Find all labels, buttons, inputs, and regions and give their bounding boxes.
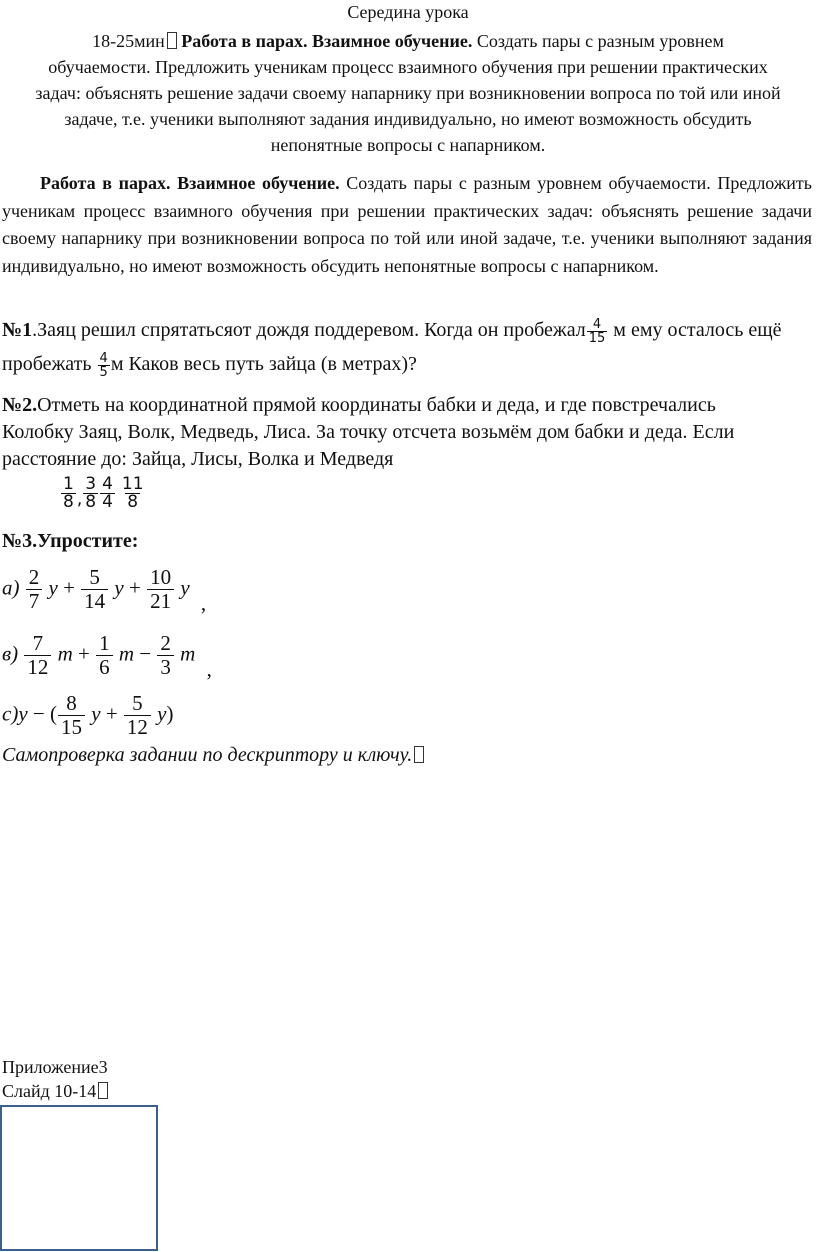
variable: m xyxy=(118,641,135,666)
fraction-numerator: 11 xyxy=(121,474,144,494)
fraction xyxy=(98,352,110,379)
separator: , xyxy=(206,657,212,682)
fraction-numerator: 1 xyxy=(63,474,74,494)
fraction xyxy=(24,632,51,679)
variable: m xyxy=(57,641,73,666)
variable: y xyxy=(48,575,58,600)
variable: y xyxy=(157,701,167,726)
header-line-3: задач: объяснять решение задачи своему напарнику при возникновении вопроса по той или иной xyxy=(35,83,781,103)
appendix-block xyxy=(2,1055,108,1103)
item-label: с) xyxy=(2,701,19,726)
self-check-text: Самопроверка задании по дескриптору и ключу. xyxy=(2,744,413,766)
fraction-numerator: 2 xyxy=(160,631,171,655)
fraction-denominator: 15 xyxy=(588,330,606,346)
header-line-5: непонятные вопросы с напарником. xyxy=(270,135,546,155)
distance-fractions xyxy=(60,476,147,511)
task-1-number: №1 xyxy=(2,319,33,341)
task-2-text: Отметь на координатной прямой координаты бабки и деда, и где повстречались xyxy=(37,394,716,416)
fraction xyxy=(26,566,43,613)
pair-work-text: Создать пары с разным уровнем обучаемости. Предложить ученикам процесс взаимного обучения при решении практических задач: объяснять решение задачи своему напарнику при возникновении вопроса по той или иной задаче, т.е. ученики выполняют задания индивидуально, но имеют возможность обсудить непонятные вопросы с напарником. xyxy=(2,173,813,276)
fraction-numerator: 4 xyxy=(102,474,113,494)
appendix-label: Приложение3 xyxy=(2,1057,108,1077)
fraction-denominator: 4 xyxy=(102,492,113,512)
fraction-denominator: 8 xyxy=(63,492,74,512)
operator: + xyxy=(78,641,90,666)
fraction xyxy=(58,692,85,739)
fraction xyxy=(81,566,108,613)
operator: + xyxy=(63,575,75,600)
fraction xyxy=(587,318,608,345)
task-1-text: м ему осталось ещё xyxy=(608,319,782,341)
fraction-denominator: 14 xyxy=(81,589,108,613)
fraction-denominator: 6 xyxy=(96,655,113,679)
item-label: в) xyxy=(2,641,19,666)
fraction xyxy=(147,566,174,613)
fraction-numerator: 3 xyxy=(85,474,97,494)
time-range: 18-25мин xyxy=(92,31,165,51)
fraction-numerator: 4 xyxy=(99,350,108,366)
expression-c xyxy=(2,692,174,739)
expression-b xyxy=(2,632,212,682)
operator: − xyxy=(139,641,152,666)
fraction-numerator: 5 xyxy=(89,565,100,589)
fraction-denominator: 8 xyxy=(127,492,139,512)
fraction-denominator: 12 xyxy=(24,655,51,679)
fraction-denominator: 12 xyxy=(124,715,151,739)
self-check-line xyxy=(2,744,424,767)
task-2 xyxy=(2,392,814,473)
item-label: а) xyxy=(2,575,20,600)
separator: , xyxy=(76,489,83,510)
variable: y xyxy=(91,701,101,726)
fraction-denominator: 21 xyxy=(147,589,174,613)
task-1-text: м Каков весь путь зайца (в метрах)? xyxy=(110,353,417,375)
fraction-denominator: 8 xyxy=(85,492,97,512)
fraction-numerator: 2 xyxy=(28,565,40,589)
expression-a xyxy=(2,566,206,616)
fraction-denominator: 7 xyxy=(26,589,43,613)
fraction-numerator: 5 xyxy=(132,691,143,715)
fraction-numerator: 1 xyxy=(99,631,110,655)
slide-range: Слайд 10-14 xyxy=(2,1081,97,1101)
header-line-2: обучаемости. Предложить ученикам процесс взаимного обучения при решении практических xyxy=(48,57,768,77)
pair-work-paragraph xyxy=(2,170,812,280)
fraction xyxy=(100,476,115,511)
task-2-text: Колобку Заяц, Волк, Медведь, Лиса. За точку отсчета возьмём дом бабки и деда. Если xyxy=(2,421,735,443)
paren: ( xyxy=(50,701,57,726)
operator: − xyxy=(32,701,45,726)
operator: + xyxy=(129,575,141,600)
header-paragraph xyxy=(0,28,816,158)
header-bold-title: Работа в парах. Взаимное обучение. xyxy=(181,31,473,51)
missing-glyph-icon xyxy=(414,746,424,763)
missing-glyph-icon xyxy=(98,1082,108,1099)
header-desc: Создать пары с разным уровнем xyxy=(472,31,724,51)
pair-work-title: Работа в парах. Взаимное обучение. xyxy=(40,173,340,193)
operator: + xyxy=(105,701,118,726)
missing-glyph-icon xyxy=(167,32,177,49)
fraction xyxy=(120,476,146,511)
task-1-text: пробежать xyxy=(2,353,97,375)
fraction xyxy=(96,632,113,679)
separator: , xyxy=(200,591,207,616)
fraction xyxy=(83,476,98,511)
fraction-denominator: 3 xyxy=(157,655,174,679)
fraction xyxy=(124,692,151,739)
slide-frame xyxy=(0,1105,158,1251)
fraction-denominator: 15 xyxy=(58,715,85,739)
variable: m xyxy=(180,641,196,666)
fraction-numerator: 4 xyxy=(592,316,602,332)
fraction xyxy=(157,632,174,679)
variable: y xyxy=(114,575,124,600)
fraction-denominator: 5 xyxy=(99,364,108,380)
lesson-stage-title: Середина урока xyxy=(347,2,469,22)
fraction-numerator: 8 xyxy=(66,691,77,715)
task-3-title: №3.Упростите: xyxy=(2,530,139,552)
task-1 xyxy=(2,315,814,379)
paren: ) xyxy=(166,701,174,726)
fraction xyxy=(61,476,76,511)
fraction-numerator: 7 xyxy=(32,631,44,655)
task-2-number: №2. xyxy=(2,394,38,416)
task-1-text: .Заяц решил спрятатьсяот дождя поддеревом. Когда он пробежал xyxy=(32,319,586,341)
task-2-text: расстояние до: Зайца, Лисы, Волка и Медведя xyxy=(2,448,394,470)
header-line-4: задаче, т.е. ученики выполняют задания индивидуально, но имеют возможность обсудить xyxy=(64,109,752,129)
fraction-numerator: 10 xyxy=(150,565,172,589)
variable: y xyxy=(18,701,28,726)
variable: y xyxy=(180,575,190,600)
